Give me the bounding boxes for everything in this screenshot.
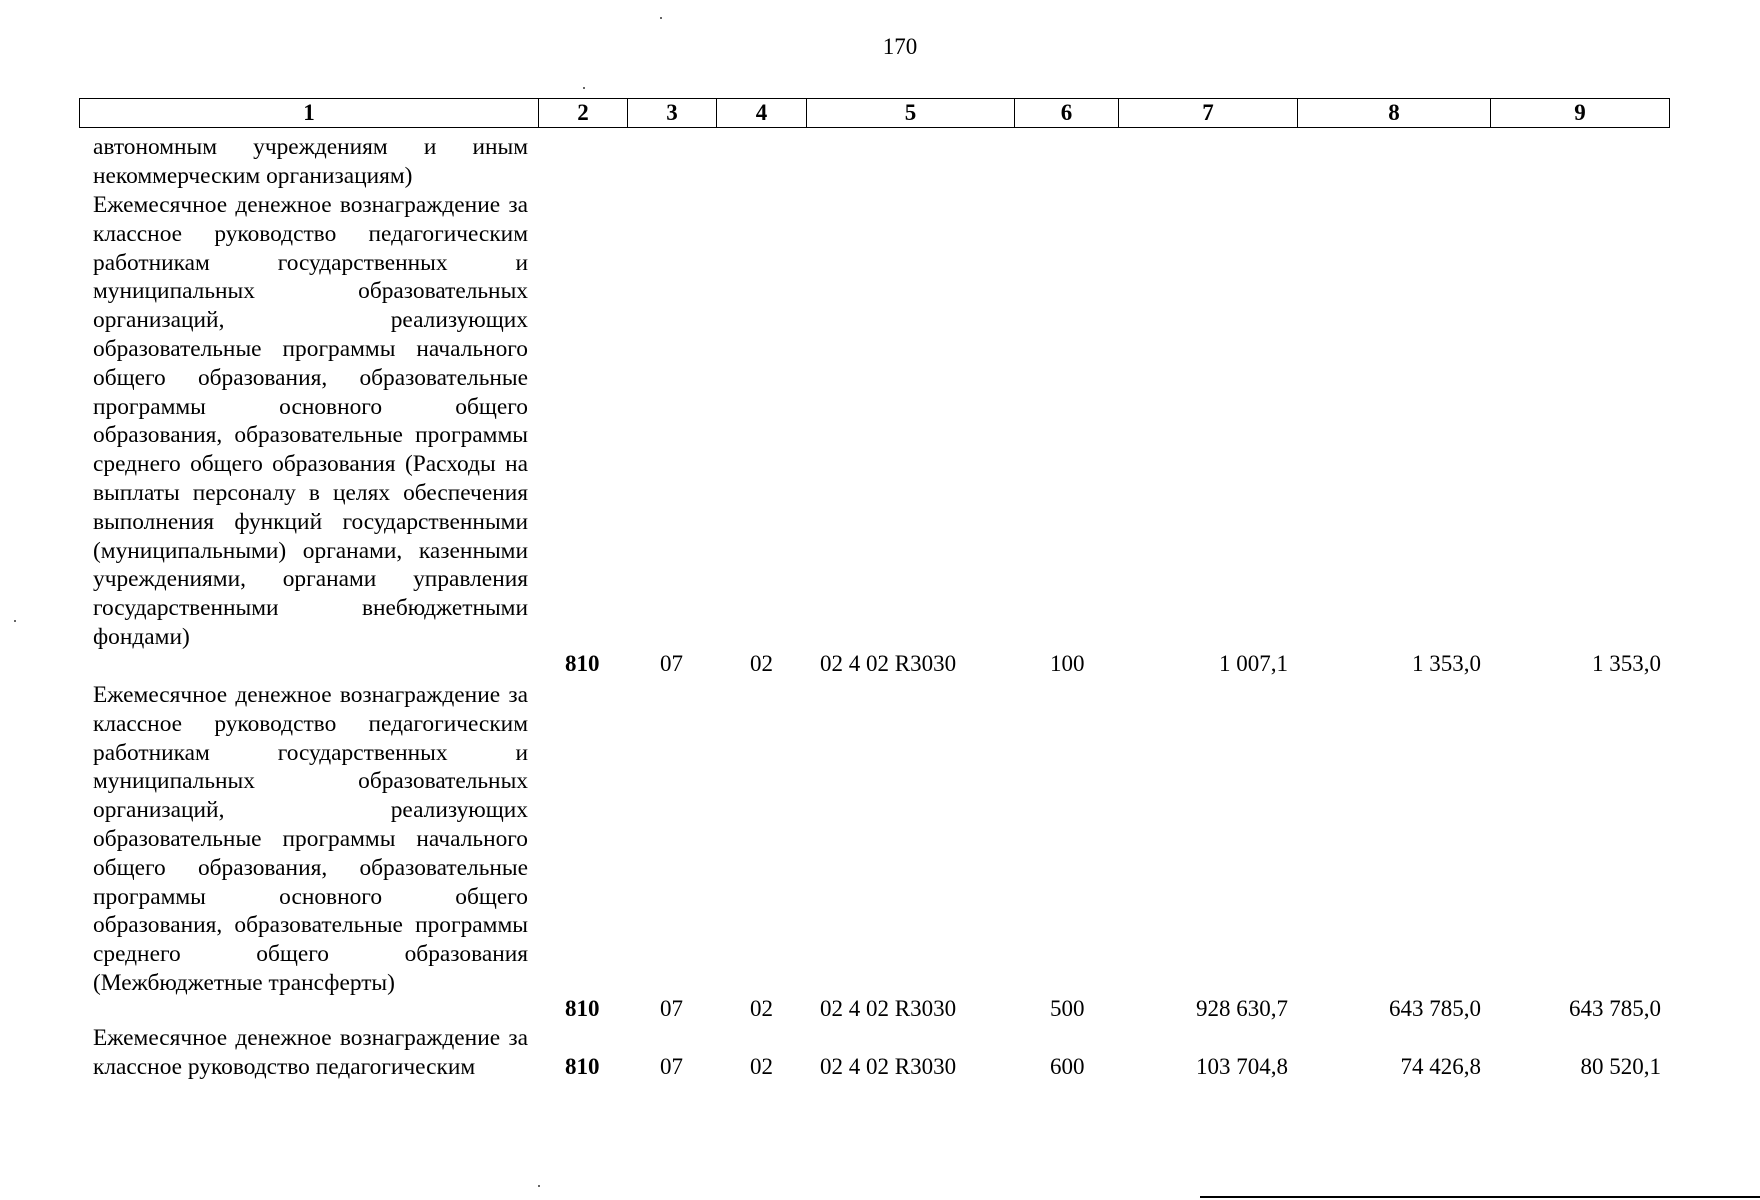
row-amount-8: 74 426,8 [1400,1054,1481,1079]
row-code-2: 810 [565,1054,600,1079]
row-amount-9: 80 520,1 [1580,1054,1661,1079]
row-amount-9: 1 353,0 [1592,651,1661,676]
row-code-4: 02 [750,996,773,1021]
column-header-3: 3 [628,99,717,128]
row-code-3: 07 [660,651,683,676]
scan-speck [583,87,585,89]
row-amount-7: 103 704,8 [1196,1054,1288,1079]
column-header-6: 6 [1015,99,1119,128]
row-code-5: 02 4 02 R3030 [820,651,957,676]
row-amount-7: 928 630,7 [1196,996,1288,1021]
table-row-description: Ежемесячное денежное вознаграждение за классное руководство педагогическим работникам государственных и муниципальных образовательных организаций, реализующих образовательные программы начального общего образования, образовательные программы основного общего образования, образовательные программы среднего общего образования (Межбюджетные трансферты) [93,682,528,996]
table-row-description: автономным учреждениям и иным некоммерческим организациям) [93,134,528,189]
row-amount-8: 1 353,0 [1412,651,1481,676]
column-header-9: 9 [1491,99,1670,128]
column-header-8: 8 [1298,99,1491,128]
table-row-description: Ежемесячное денежное вознаграждение за классное руководство педагогическим [93,1025,528,1080]
scan-speck [14,620,16,622]
row-code-6: 600 [1050,1054,1085,1079]
column-header-7: 7 [1119,99,1298,128]
row-code-5: 02 4 02 R3030 [820,1054,957,1079]
column-header-5: 5 [807,99,1015,128]
row-amount-8: 643 785,0 [1389,996,1481,1021]
page-number: 170 [882,34,918,59]
row-code-3: 07 [660,1054,683,1079]
row-amount-7: 1 007,1 [1219,651,1288,676]
column-header-2: 2 [539,99,628,128]
column-header-1: 1 [80,99,539,128]
row-code-4: 02 [750,1054,773,1079]
scan-speck [538,1185,540,1187]
row-amount-9: 643 785,0 [1569,996,1661,1021]
row-code-6: 100 [1050,651,1085,676]
row-code-2: 810 [565,651,600,676]
scan-edge-line [1200,1196,1760,1198]
row-code-4: 02 [750,651,773,676]
table-row-description: Ежемесячное денежное вознаграждение за классное руководство педагогическим работникам государственных и муниципальных образовательных организаций, реализующих образовательные программы начального общего образования, образовательные программы основного общего образования, образовательные программы среднего общего образования (Расходы на выплаты персоналу в целях обеспечения выполнения функций государственными (муниципальными) органами, казенными учреждениями, органами управления государственными внебюджетными фондами) [93,192,528,650]
column-header-row [79,98,1670,128]
row-code-2: 810 [565,996,600,1021]
scan-speck [660,17,662,19]
row-code-5: 02 4 02 R3030 [820,996,957,1021]
column-header-4: 4 [717,99,807,128]
row-code-6: 500 [1050,996,1085,1021]
row-code-3: 07 [660,996,683,1021]
